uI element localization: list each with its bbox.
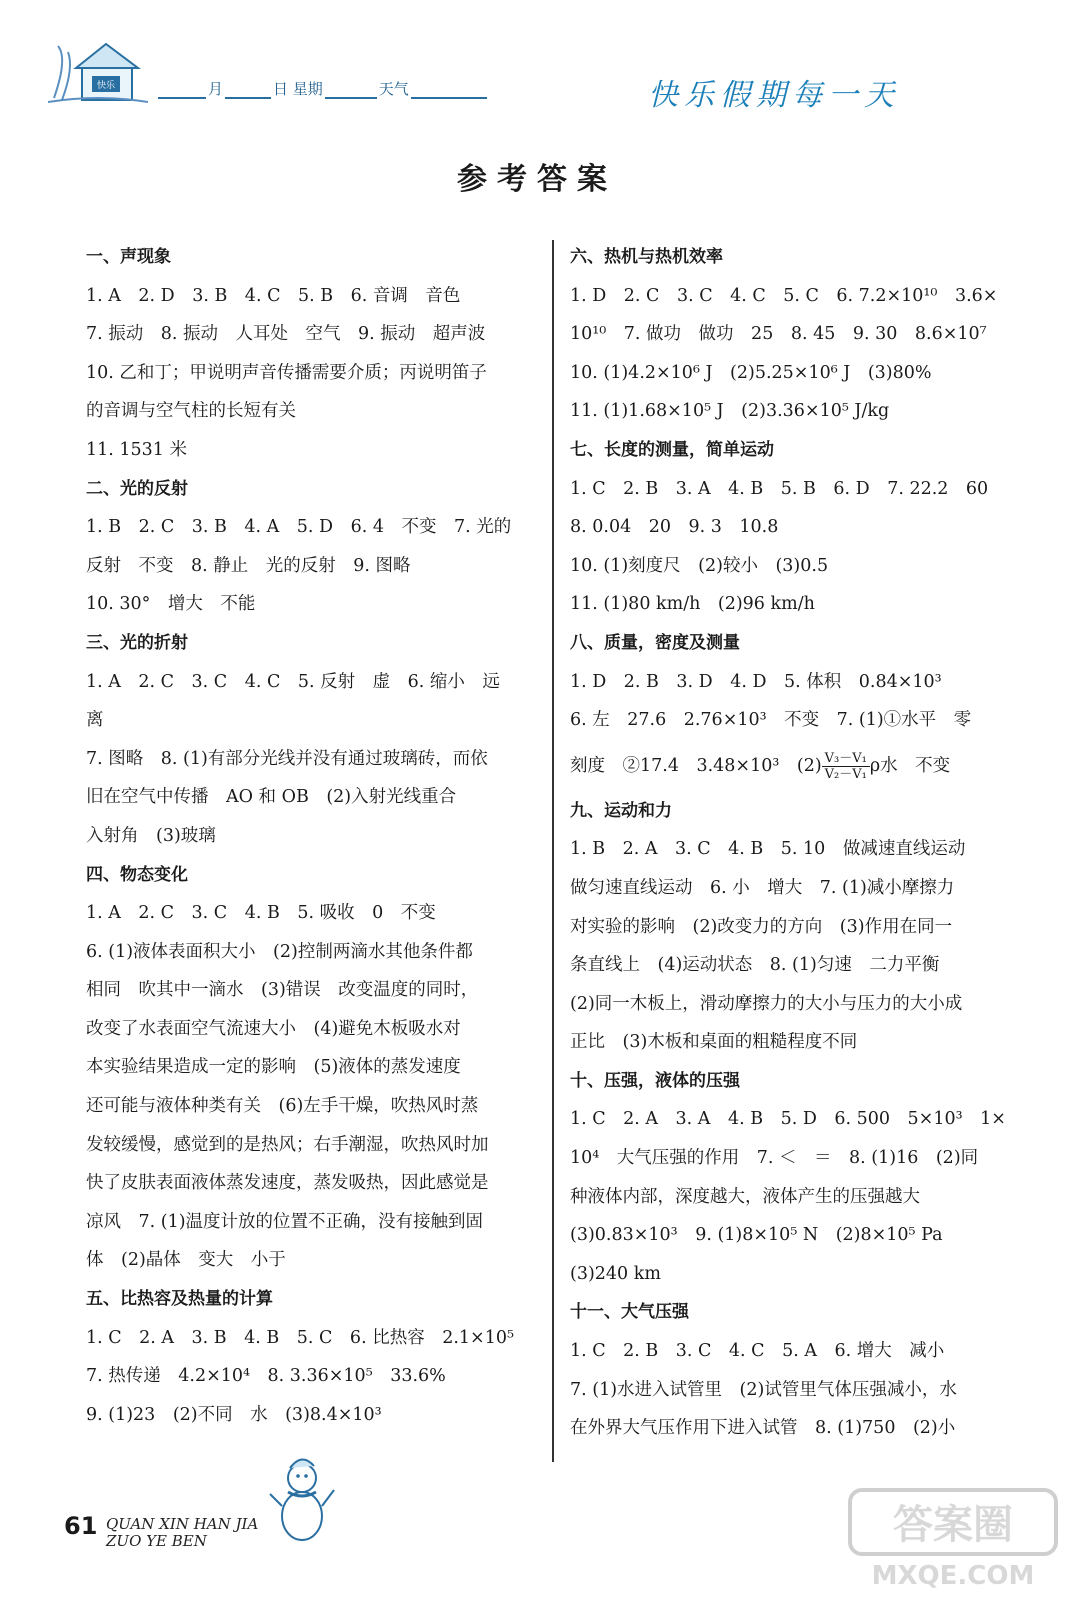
answer-line: 8. 0.04 20 9. 3 10.8 [570, 517, 779, 538]
fraction [822, 751, 870, 782]
answer-line: 改变了水表面空气流速大小 (4)避免木板吸水对 [86, 1018, 461, 1039]
answer-line: 凉风 7. (1)温度计放的位置不正确，没有接触到固 [86, 1211, 484, 1232]
answer-line: 10⁴ 大气压强的作用 7. ＜ ＝ 8. (1)16 (2)同 [570, 1148, 979, 1169]
answer-line: (2)同一木板上，滑动摩擦力的大小与压力的大小成 [570, 993, 963, 1014]
answer-line: 在外界大气压作用下进入试管 8. (1)750 (2)小 [570, 1418, 956, 1439]
answer-line: 快了皮肤表面液体蒸发速度，蒸发吸热，因此感觉是 [86, 1173, 489, 1194]
house-icon [48, 38, 148, 106]
section-heading: 九、运动和力 [570, 800, 672, 821]
answer-line: 离 [86, 710, 104, 731]
month-blank [158, 81, 206, 99]
section-heading: 八、质量，密度及测量 [570, 632, 740, 653]
watermark-text-top: 答案圈 [893, 1502, 1013, 1548]
answer-line: 1. C 2. A 3. B 4. B 5. C 6. 比热容 2.1×10⁵ [86, 1327, 514, 1348]
answer-line: 入射角 (3)玻璃 [86, 825, 216, 846]
answer-line: 1. A 2. D 3. B 4. C 5. B 6. 音调 音色 [86, 285, 461, 306]
answer-line: 10. 30° 增大 不能 [86, 594, 256, 615]
answer-line [570, 740, 1010, 792]
day-week-label: 日 星期 [273, 80, 323, 98]
answer-line: 10. (1)4.2×10⁶ J (2)5.25×10⁶ J (3)80% [570, 362, 932, 383]
answer-line: 还可能与液体种类有关 (6)左手干燥，吹热风时蒸 [86, 1096, 479, 1117]
section-heading: 二、光的反射 [86, 478, 188, 499]
answer-line: 9. (1)23 (2)不同 水 (3)8.4×10³ [86, 1404, 382, 1425]
answer-line: 反射 不变 8. 静止 光的反射 9. 图略 [86, 555, 411, 576]
date-weather-line [158, 78, 518, 99]
footer-brand-line2: ZUO YE BEN [106, 1532, 207, 1550]
answer-line: 做匀速直线运动 6. 小 增大 7. (1)减小摩擦力 [570, 877, 955, 898]
answer-line: 11. (1)80 km/h (2)96 km/h [570, 594, 815, 615]
answer-line: 旧在空气中传播 AO 和 OB (2)入射光线重合 [86, 787, 457, 808]
fraction-denominator: V₂－V₁ [824, 766, 867, 782]
section-heading: 五、比热容及热量的计算 [86, 1289, 273, 1310]
section-heading: 四、物态变化 [86, 864, 188, 885]
answer-line: (3)0.83×10³ 9. (1)8×10⁵ N (2)8×10⁵ Pa [570, 1225, 943, 1246]
answer-line: 7. 振动 8. 振动 人耳处 空气 9. 振动 超声波 [86, 324, 486, 345]
answer-text: ρ水 不变 [869, 755, 951, 776]
answer-line: 的音调与空气柱的长短有关 [86, 401, 296, 422]
answer-line: 正比 (3)木板和桌面的粗糙程度不同 [570, 1032, 858, 1053]
section-heading: 六、热机与热机效率 [570, 247, 723, 267]
footer-brand [106, 1516, 258, 1550]
answer-line: 对实验的影响 (2)改变力的方向 (3)作用在同一 [570, 916, 953, 937]
header-slogan: 快乐假期每一天 [648, 78, 900, 113]
answer-line: 1. A 2. C 3. C 4. C 5. 反射 虚 6. 缩小 远 [86, 671, 500, 692]
answer-line: 7. 图略 8. (1)有部分光线并没有通过玻璃砖，而依 [86, 748, 488, 769]
snowman-icon [268, 1450, 338, 1550]
answer-line: (3)240 km [570, 1263, 661, 1284]
answer-column-right [570, 238, 1010, 1448]
answer-line: 1. D 2. B 3. D 4. D 5. 体积 0.84×10³ [570, 671, 942, 692]
answer-line: 11. 1531 米 [86, 439, 187, 460]
answer-line: 发较缓慢，感觉到的是热风；右手潮湿，吹热风时加 [86, 1134, 489, 1155]
section-heading: 十一、大气压强 [570, 1302, 689, 1323]
answer-line: 7. (1)水进入试管里 (2)试管里气体压强减小，水 [570, 1379, 957, 1400]
answer-line: 本实验结果造成一定的影响 (5)液体的蒸发速度 [86, 1057, 461, 1078]
page-title: 参考答案 [457, 162, 617, 197]
answer-line: 相同 吹其中一滴水 (3)错误 改变温度的同时， [86, 980, 479, 1001]
section-heading: 三、光的折射 [86, 632, 188, 653]
answer-line: 7. 热传递 4.2×10⁴ 8. 3.36×10⁵ 33.6% [86, 1366, 446, 1387]
answer-line: 1. B 2. C 3. B 4. A 5. D 6. 4 不变 7. 光的 [86, 517, 512, 538]
section-heading: 一、声现象 [86, 247, 171, 267]
column-divider [552, 240, 554, 1462]
answer-line: 6. (1)液体表面积大小 (2)控制两滴水其他条件都 [86, 941, 473, 962]
answer-line: 1. B 2. A 3. C 4. B 5. 10 做减速直线运动 [570, 839, 966, 860]
answer-line: 体 (2)晶体 变大 小于 [86, 1250, 286, 1271]
watermark-text-bottom: MXQE.COM [871, 1561, 1035, 1591]
answer-line: 10. (1)刻度尺 (2)较小 (3)0.5 [570, 555, 829, 576]
day-blank [225, 81, 271, 99]
answer-line: 1. C 2. A 3. A 4. B 5. D 6. 500 5×10³ 1× [570, 1109, 1006, 1130]
weather-label: 天气 [378, 80, 409, 98]
answer-line: 10. 乙和丁；甲说明声音传播需要介质；丙说明笛子 [86, 362, 487, 383]
month-label: 月 [208, 80, 224, 98]
footer-brand-line1: QUAN XIN HAN JIA [106, 1515, 259, 1533]
answer-column-left [86, 238, 530, 1434]
weather-blank [411, 81, 487, 99]
house-sign: 快乐 [96, 81, 116, 91]
answer-line: 1. D 2. C 3. C 4. C 5. C 6. 7.2×10¹⁰ 3.6× [570, 285, 998, 306]
page-header [0, 0, 1074, 130]
answer-line: 11. (1)1.68×10⁵ J (2)3.36×10⁵ J/kg [570, 401, 890, 422]
page-number: 61 [64, 1512, 98, 1540]
week-blank [325, 81, 377, 99]
answer-text: 刻度 ②17.4 3.48×10³ (2) [570, 755, 822, 776]
section-heading: 十、压强，液体的压强 [570, 1070, 740, 1091]
answer-line: 种液体内部，深度越大，液体产生的压强越大 [570, 1186, 920, 1207]
answer-line: 10¹⁰ 7. 做功 做功 25 8. 45 9. 30 8.6×10⁷ [570, 324, 987, 345]
answer-line: 6. 左 27.6 2.76×10³ 不变 7. (1)①水平 零 [570, 710, 972, 731]
section-heading: 七、长度的测量，简单运动 [570, 439, 774, 460]
answer-line: 条直线上 (4)运动状态 8. (1)匀速 二力平衡 [570, 955, 940, 976]
fraction-numerator: V₃－V₁ [822, 751, 870, 767]
watermark-logo [848, 1488, 1058, 1592]
answer-line: 1. C 2. B 3. C 4. C 5. A 6. 增大 减小 [570, 1341, 945, 1362]
answer-line: 1. A 2. C 3. C 4. B 5. 吸收 0 不变 [86, 903, 436, 924]
answer-line: 1. C 2. B 3. A 4. B 5. B 6. D 7. 22.2 60 [570, 478, 989, 499]
